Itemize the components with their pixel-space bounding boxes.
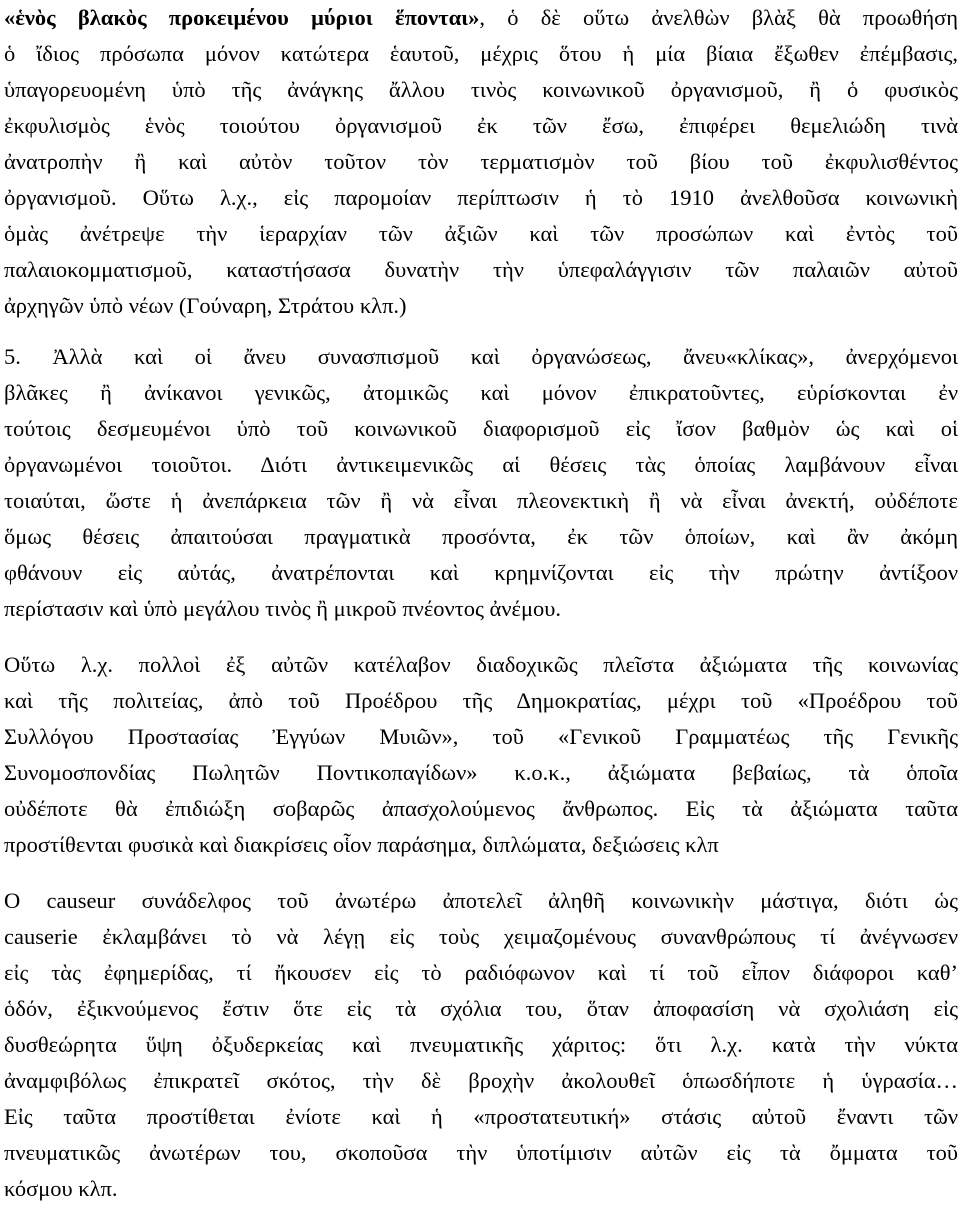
text-line: Εἰς ταῦτα προστίθεται ἐνίοτε καὶ ἡ «προστατευτική» στάσις αὐτοῦ ἔναντι τῶν [4, 1104, 958, 1129]
text-line: πνευματικῶς ἀνωτέρων του, σκοποῦσα τὴν ὑποτίμισιν αὐτῶν εἰς τὰ ὄμματα τοῦ [4, 1140, 958, 1165]
paragraph-1 [4, 0, 958, 324]
text-line: δυσθεώρητα ὕψη ὀξυδερκείας καὶ πνευματικῆς χάριτος: ὅτι λ.χ. κατὰ τὴν νύκτα [4, 1032, 958, 1057]
bold-quote: «ἑνὸς βλακὸς προκειμένου μύριοι ἕπονται» [4, 5, 480, 30]
text-line: εἰς τὰς ἐφημερίδας, τί ἤκουσεν εἰς τὸ ραδιόφωνον καὶ τί τοῦ εἶπον διάφοροι καθ’ [4, 960, 958, 985]
paragraph-3 [4, 647, 958, 863]
text-line: Οὕτω λ.χ. πολλοὶ ἐξ αὐτῶν κατέλαβον διαδοχικῶς πλεῖστα ἀξιώματα τῆς κοινωνίας [4, 652, 958, 677]
text-line: φθάνουν εἰς αὐτάς, ἀνατρέπονται καὶ κρημνίζονται εἰς τὴν πρώτην ἀντίξοον [4, 560, 958, 585]
text-line: ὀργανωμένοι τοιοῦτοι. Διότι ἀντικειμενικῶς αἱ θέσεις τὰς ὁποίας λαμβάνουν εἶναι [4, 452, 958, 477]
text-run: , ὁ δὲ οὕτω ἀνελθὼν βλὰξ θὰ προωθήση [479, 5, 958, 30]
text-line: ἀναμφιβόλως ἐπικρατεῖ σκότος, τὴν δὲ βροχὴν ἀκολουθεῖ ὁπωσδήποτε ἡ ὑγρασία… [4, 1068, 958, 1093]
text-line: περίστασιν καὶ ὑπὸ μεγάλου τινὸς ἢ μικροῦ πνέοντος ἀνέμου. [4, 596, 562, 621]
text-line: τοιαύται, ὥστε ἡ ἀνεπάρκεια τῶν ἢ νὰ εἶναι πλεονεκτικὴ ἢ νὰ εἶναι ἀνεκτή, οὐδέποτε [4, 488, 958, 513]
text-line: causerie ἐκλαμβάνει τὸ νὰ λέγῃ εἰς τοὺς χειμαζομένους συνανθρώπους τί ἀνέγνωσεν [4, 924, 958, 949]
text-line: ὁ ἴδιος πρόσωπα μόνον κατώτερα ἑαυτοῦ, μέχρις ὅτου ἡ μία βίαια ἔξωθεν ἐπέμβασις, [4, 41, 958, 66]
text-line: κόσμου κλπ. [4, 1176, 118, 1201]
text-line: ὁδόν, ἐξικνούμενος ἔστιν ὅτε εἰς τὰ σχόλια του, ὅταν ἀποφασίση νὰ σχολιάση εἰς [4, 996, 958, 1021]
text-line: ἀνατροπὴν ἢ καὶ αὐτὸν τοῦτον τὸν τερματισμὸν τοῦ βίου τοῦ ἐκφυλισθέντος [4, 149, 958, 174]
text-line: Ο causeur συνάδελφος τοῦ ἀνωτέρω ἀποτελεῖ ἀληθῆ κοινωνικὴν μάστιγα, διότι ὡς [4, 888, 958, 913]
document-page [4, 0, 958, 1207]
text-line: τούτοις δεσμευμένοι ὑπὸ τοῦ κοινωνικοῦ διαφορισμοῦ εἰς ἴσον βαθμὸν ὡς καὶ οἱ [4, 416, 958, 441]
text-line: καὶ τῆς πολιτείας, ἀπὸ τοῦ Προέδρου τῆς Δημοκρατίας, μέχρι τοῦ «Προέδρου τοῦ [4, 688, 958, 713]
text-line: ἐκφυλισμὸς ἑνὸς τοιούτου ὀργανισμοῦ ἐκ τῶν ἔσω, ἐπιφέρει θεμελιώδη τινὰ [4, 113, 958, 138]
paragraph-spacer [4, 863, 958, 883]
paragraph-spacer [4, 627, 958, 647]
text-line: ὁμὰς ἀνέτρεψε τὴν ἱεραρχίαν τῶν ἀξιῶν καὶ τῶν προσώπων καὶ ἐντὸς τοῦ [4, 221, 958, 246]
text-line: παλαιοκομματισμοῦ, καταστήσασα δυνατὴν τὴν ὑπεφαλάγγισιν τῶν παλαιῶν αὐτοῦ [4, 257, 958, 282]
text-line: ὑπαγορευομένη ὑπὸ τῆς ἀνάγκης ἄλλου τινὸς κοινωνικοῦ ὀργανισμοῦ, ἢ ὁ φυσικὸς [4, 77, 958, 102]
text-line: ὅμως θέσεις ἀπαιτούσαι πραγματικὰ προσόντα, ἐκ τῶν ὁποίων, καὶ ἂν ἀκόμη [4, 524, 958, 549]
text-line: Συλλόγου Προστασίας Ἐγγύων Μυιῶν», τοῦ «Γενικοῦ Γραμματέως τῆς Γενικῆς [4, 724, 958, 749]
text-line: ἀρχηγῶν ὑπὸ νέων (Γούναρη, Στράτου κλπ.) [4, 293, 407, 318]
text-line: ὀργανισμοῦ. Οὕτω λ.χ., εἰς παρομοίαν περίπτωσιν ἡ τὸ 1910 ἀνελθοῦσα κοινωνικὴ [4, 185, 958, 210]
text-line: 5. Ἀλλὰ καὶ οἱ ἄνευ συνασπισμοῦ καὶ ὀργανώσεως, ἄνευ«κλίκας», ἀνερχόμενοι [4, 344, 958, 369]
paragraph-2 [4, 339, 958, 627]
paragraph-spacer [4, 324, 958, 339]
text-line: βλᾶκες ἢ ἀνίκανοι γενικῶς, ἀτομικῶς καὶ μόνον ἐπικρατοῦντες, εὑρίσκονται ἐν [4, 380, 958, 405]
paragraph-4 [4, 883, 958, 1207]
text-line: Συνομοσπονδίας Πωλητῶν Ποντικοπαγίδων» κ.ο.κ., ἀξιώματα βεβαίως, τὰ ὁποῖα [4, 760, 958, 785]
text-line: προστίθενται φυσικὰ καὶ διακρίσεις οἷον παράσημα, διπλώματα, δεξιώσεις κλπ [4, 832, 719, 857]
text-line: οὐδέποτε θὰ ἐπιδιώξη σοβαρῶς ἀπασχολούμενος ἄνθρωπος. Εἰς τὰ ἀξιώματα ταῦτα [4, 796, 958, 821]
text-line [4, 0, 958, 36]
